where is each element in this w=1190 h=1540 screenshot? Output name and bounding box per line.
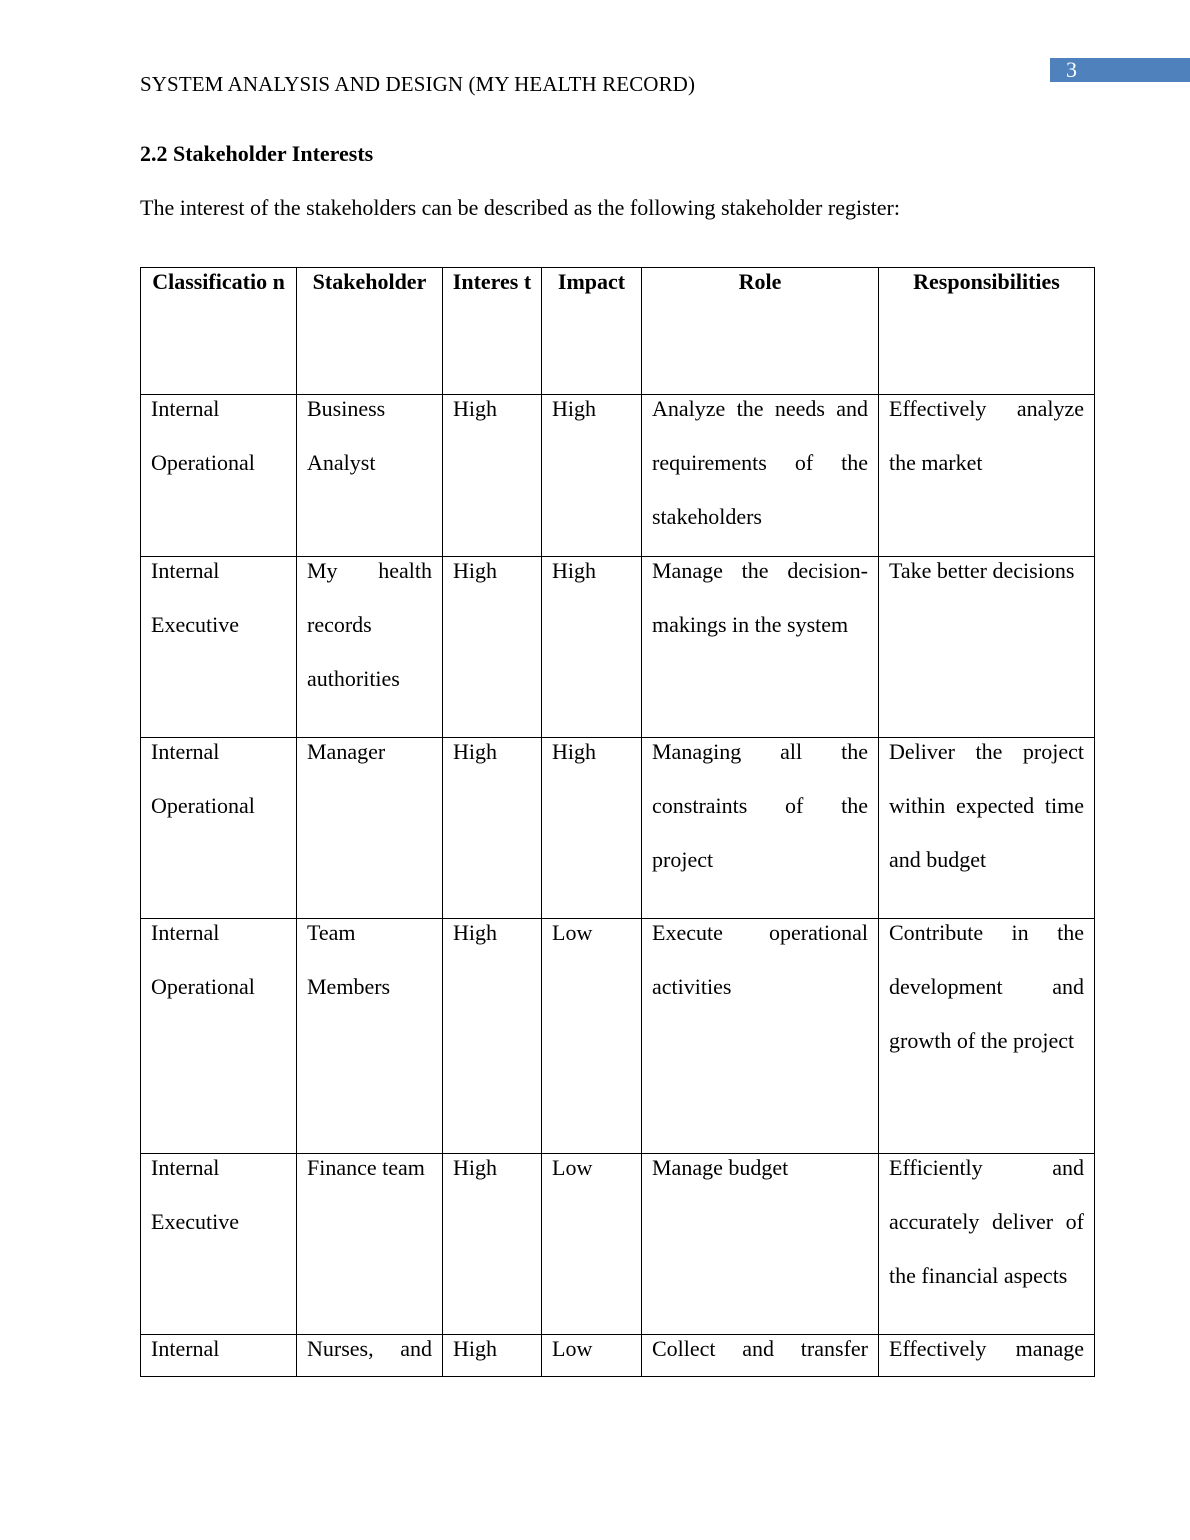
cell-responsibilities: Deliver the project within expected time and budget <box>879 738 1095 919</box>
cell-classification: Internal <box>141 1335 297 1377</box>
table-row <box>141 557 1095 738</box>
section-heading: 2.2 Stakeholder Interests <box>140 141 374 166</box>
cell-impact: High <box>542 738 642 919</box>
cell-impact: Low <box>542 1154 642 1335</box>
cell-impact: High <box>542 557 642 738</box>
cell-stakeholder: Manager <box>297 738 443 919</box>
cell-classification: Internal Operational <box>141 919 297 1154</box>
cell-stakeholder: Team Members <box>297 919 443 1154</box>
header-stakeholder: Stakeholder <box>297 268 443 395</box>
cell-stakeholder: Nurses, and <box>297 1335 443 1377</box>
cell-classification: Internal Operational <box>141 395 297 557</box>
cell-impact: Low <box>542 919 642 1154</box>
cell-role: Analyze the needs and requirements of the stakeholders <box>642 395 879 557</box>
cell-role: Collect and transfer <box>642 1335 879 1377</box>
cell-interest: High <box>443 1335 542 1377</box>
cell-interest: High <box>443 395 542 557</box>
page-number: 3 <box>1066 57 1077 82</box>
stakeholder-register-table <box>140 267 1095 1377</box>
cell-stakeholder: My health records authorities <box>297 557 443 738</box>
cell-classification: Internal Executive <box>141 1154 297 1335</box>
cell-stakeholder: Business Analyst <box>297 395 443 557</box>
cell-classification: Internal Executive <box>141 557 297 738</box>
cell-role: Manage the decision-makings in the system <box>642 557 879 738</box>
cell-interest: High <box>443 1154 542 1335</box>
cell-role: Manage budget <box>642 1154 879 1335</box>
cell-interest: High <box>443 557 542 738</box>
header-interest: Interes t <box>443 268 542 395</box>
table-row <box>141 395 1095 557</box>
cell-interest: High <box>443 738 542 919</box>
cell-impact: Low <box>542 1335 642 1377</box>
cell-responsibilities: Contribute in the development and growth of the project <box>879 919 1095 1154</box>
cell-role: Managing all the constraints of the project <box>642 738 879 919</box>
cell-impact: High <box>542 395 642 557</box>
cell-responsibilities: Effectively analyze the market <box>879 395 1095 557</box>
cell-responsibilities: Effectively manage <box>879 1335 1095 1377</box>
cell-responsibilities: Take better decisions <box>879 557 1095 738</box>
table-row <box>141 919 1095 1154</box>
cell-stakeholder: Finance team <box>297 1154 443 1335</box>
cell-classification: Internal Operational <box>141 738 297 919</box>
table-row <box>141 1335 1095 1377</box>
header-responsibilities: Responsibilities <box>879 268 1095 395</box>
header-classification: Classificatio n <box>141 268 297 395</box>
table-row <box>141 1154 1095 1335</box>
table-row <box>141 738 1095 919</box>
cell-responsibilities: Efficiently and accurately deliver of the financial aspects <box>879 1154 1095 1335</box>
header-role: Role <box>642 268 879 395</box>
cell-role: Execute operational activities <box>642 919 879 1154</box>
running-header: SYSTEM ANALYSIS AND DESIGN (MY HEALTH RECORD) <box>140 72 696 96</box>
header-impact: Impact <box>542 268 642 395</box>
table-header-row <box>141 268 1095 395</box>
cell-interest: High <box>443 919 542 1154</box>
intro-paragraph: The interest of the stakeholders can be described as the following stakeholder register: <box>140 195 900 220</box>
